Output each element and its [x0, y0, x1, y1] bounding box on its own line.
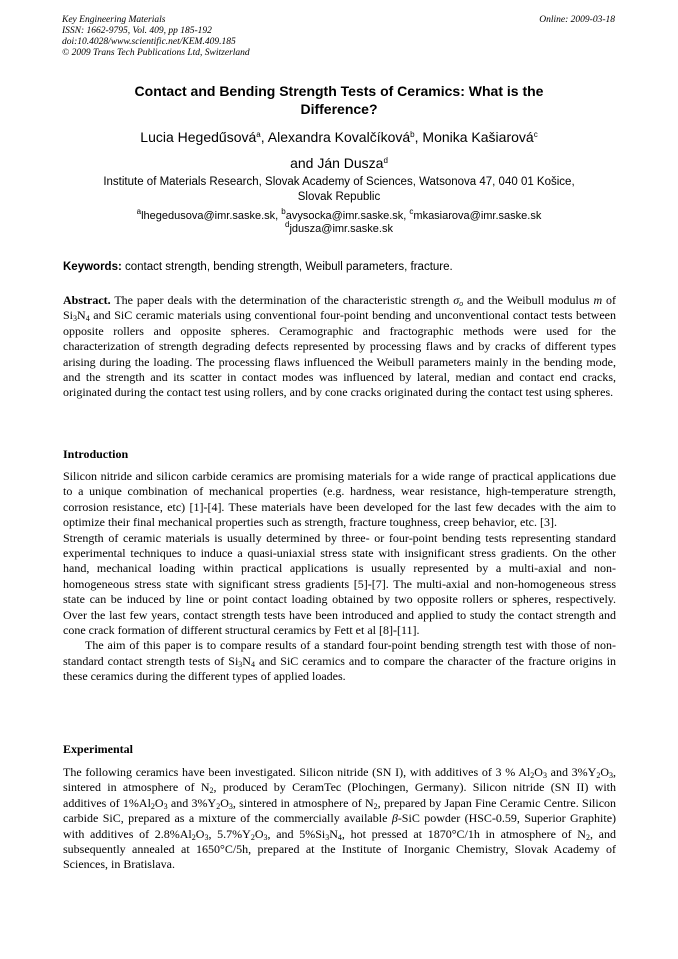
keywords-text: contact strength, bending strength, Weibull parameters, fracture. — [125, 261, 453, 273]
weibull-m-symbol: m — [593, 293, 603, 307]
si3n4-formula: $Si_3N_4$ — [63, 308, 90, 324]
author-list — [70, 124, 608, 176]
author-4: Ján Dusza — [317, 155, 384, 171]
authors-line-1: Lucia Hegedűsová$^a$, Alexandra Kovalčíková$^b$, Monika Kašiarová$^c$ — [140, 129, 538, 145]
email-2-mark: b — [281, 207, 286, 216]
email-2[interactable]: avysocka@imr.saske.sk, — [285, 210, 407, 222]
introduction-heading: Introduction — [63, 447, 129, 461]
experimental-body — [63, 765, 616, 873]
abstract-text-4: and SiC ceramic materials using conventional four-point bending and unconventional contact tests between opposite rollers and opposite spheres. Ceramographic and fractographic methods were used for the characterization of strength degrading defects represented by processing flaws and by cracks of different types arising during the loading. The processing flaws influenced the Weibull parameters mainly in the bending mode, and the strength and its scatter in contact modes was influenced by lateral, median and contact end cracks, originated during the contact test using rollers, and by cone cracks originated during the contact test using spheres. — [63, 308, 616, 400]
authors-and: and — [290, 155, 314, 171]
email-1[interactable]: lhegedusova@imr.saske.sk, — [141, 210, 279, 222]
author-3-mark: c — [533, 130, 538, 139]
author-1: Lucia Hegedűsová — [140, 129, 257, 145]
si3n4-formula-2: $Si_3N_4$ — [228, 653, 255, 669]
online-date: Online: 2009-03-18 — [539, 15, 615, 25]
abstract — [63, 293, 616, 401]
affiliation-line-1: Institute of Materials Research, Slovak Academy of Sciences, Watsonova 47, 040 01 Košice, — [103, 176, 575, 188]
email-1-mark: a — [136, 207, 142, 216]
paper-title — [80, 82, 598, 118]
copyright-line: © 2009 Trans Tech Publications Ltd, Switzerland — [62, 48, 250, 58]
emails-line-2 — [70, 220, 608, 236]
email-3-mark: c — [409, 207, 414, 216]
journal-name: Key Engineering Materials — [62, 15, 166, 25]
keywords-label: Keywords: — [63, 261, 122, 273]
authors-line-2 — [70, 150, 608, 176]
email-3[interactable]: mkasiarova@imr.saske.sk — [413, 210, 542, 222]
title-line-2: Difference? — [300, 101, 378, 117]
email-4[interactable]: jdusza@imr.saske.sk — [289, 223, 393, 235]
introduction-body — [63, 469, 616, 685]
author-1-mark: a — [256, 130, 261, 139]
journal-header — [62, 15, 615, 59]
experimental-paragraph: The following ceramics have been investigated. Silicon nitride (SN I), with additives of 3 % $Al_2O_3$ and $3\%Y_2O_3$, sintered in atmosphere of $N_2$, produced by CeramTec (Plochingen, Germany). Silicon nitride (SN II) with additives of $1\%Al_2O_3$ and $3\%Y_2O_3$, sintered in atmosphere of $N_2$, prepared by Japan Fine Ceramic Centre. Silicon carbide SiC, prepared as a mixture of the commercially available β-SiC powder (HSC-0.59, Superior Graphite) with additives of $2.8\%Al_2O_3$, $5.7\%Y_2O_3$, and $5\%Si_3N_4$, hot pressed at 1870°C/1h in atmosphere of $N_2$, and subsequently annealed at 1650°C/5h, prepared at the Institute of Inorganic Chemistry, Slovak Academy of Sciences, in Bratislava. — [63, 765, 617, 872]
keywords — [63, 260, 616, 274]
author-2-mark: b — [410, 130, 415, 139]
doi-line: doi:10.4028/www.scientific.net/KEM.409.185 — [62, 37, 236, 47]
experimental-heading: Experimental — [63, 742, 133, 756]
title-line-1: Contact and Bending Strength Tests of Ceramics: What is the — [134, 83, 544, 99]
intro-paragraph-3: The aim of this paper is to compare results of a standard four-point bending strength test with those of non-standard contact strength tests of $Si_3N_4$ and SiC ceramics and to compare the character of the fracture origins in these ceramics during the different types of applied loades. — [63, 638, 617, 684]
beta-symbol: β — [391, 811, 398, 826]
abstract-text-1: The paper deals with the determination of the characteristic strength — [114, 293, 450, 307]
emails-line-1 — [70, 207, 608, 223]
abstract-label: Abstract. — [63, 293, 111, 307]
issn-line: ISSN: 1662-9795, Vol. 409, pp 185-192 — [62, 26, 212, 36]
email-4-mark: d — [285, 220, 290, 229]
abstract-text-3: of — [606, 293, 617, 307]
sigma-symbol: $\sigma_o$ — [453, 293, 464, 308]
intro-paragraph-2: Strength of ceramic materials is usually determined by three- or four-point bending tests representing standard experimental techniques to induce a quasi-uniaxial stress state with insignificant stress gradients. On the other hand, mechanical loading within practical applications is usually represented by a multi-axial and non-homogeneous stress state with significant stress gradients [5]-[7]. The multi-axial and non-homogeneous stress state can be induced by line or point contact loading obtained by two opposite rollers or spheres, respectively. Over the last few years, contact strength tests have been introduced and applied to study the contact strength and cone crack formation of different structural ceramics by Fett et al [8]-[11]. — [63, 530, 616, 638]
affiliation — [70, 175, 608, 205]
author-2: Alexandra Kovalčíková — [267, 129, 411, 145]
abstract-text-2: and the Weibull modulus — [467, 293, 590, 307]
intro-paragraph-1: Silicon nitride and silicon carbide ceramics are promising materials for a wide range of practical applications due to a unique combination of mechanical properties (e.g. hardness, wear resistance, high-temperature strength, corrosion resistance, etc) [1]-[4]. These materials have been developed for the last few decades with the aim to optimize their final mechanical properties such as strength, fracture toughness, creep behavior, etc. [3]. — [63, 469, 616, 530]
author-3: Monika Kašiarová — [422, 129, 534, 145]
affiliation-line-2: Slovak Republic — [297, 191, 381, 203]
email-list — [70, 207, 608, 236]
author-4-mark: d — [383, 156, 388, 165]
